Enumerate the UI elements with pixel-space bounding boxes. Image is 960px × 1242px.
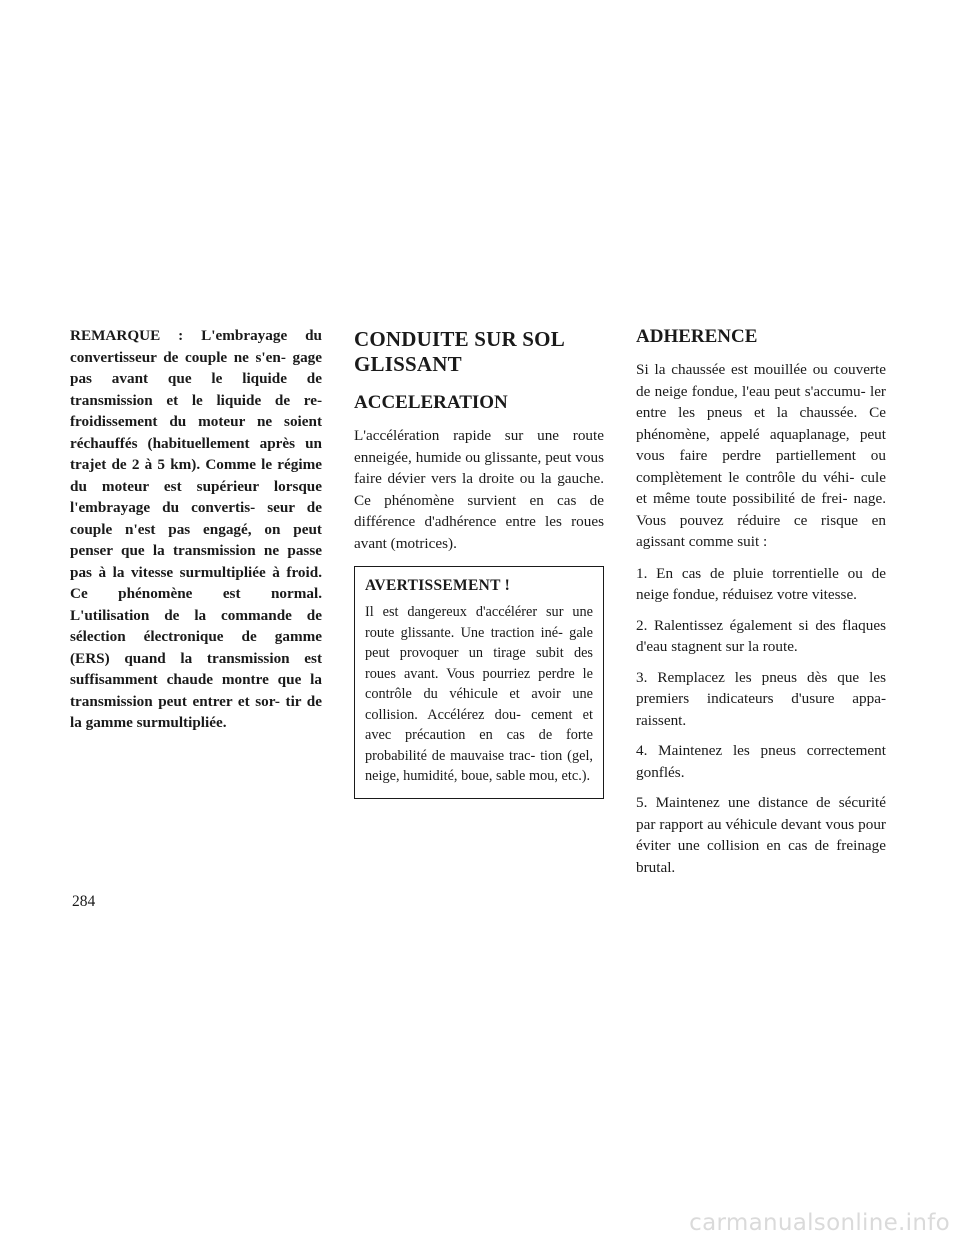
list-item: 5. Maintenez une distance de sécurité par rapport au véhicule devant vous pour éviter une collision en cas de freinage brutal.	[636, 794, 886, 876]
right-column	[636, 325, 886, 887]
warning-text: Il est dangereux d'accélérer sur une route glissante. Une traction iné- gale peut provoquer un tirage subit des roues avant. Vous pourriez perdre le contrôle du véhicule et avoir une collision. Accélérez dou- cement et avec précaution en cas de forte probabilité de mauvaise trac- tion (gel, neige, humidité, boue, sable mou, etc.).	[365, 604, 593, 784]
warning-box	[354, 566, 604, 799]
adherence-intro: Si la chaussée est mouillée ou couverte de neige fondue, l'eau peut s'accumu- ler entre les pneus et la chaussée. Ce phénomène, appelé aquaplanage, peut vous faire perdre partiellement ou complètement le contrôle du véhi- cule et même toute possibilité de frei- nage. Vous pouvez réduire ce risque en agissant comme suit :	[636, 361, 886, 550]
middle-column	[354, 325, 604, 799]
section-title: CONDUITE SUR SOL GLISSANT	[354, 327, 564, 376]
subsection-title-adherence: ADHERENCE	[636, 326, 758, 347]
list-item: 3. Remplacez les pneus dès que les premiers indicateurs d'usure appa- raissent.	[636, 668, 886, 729]
transmission-note: REMARQUE : L'embrayage du convertisseur de couple ne s'en- gage pas avant que le liquide de transmission et le liquide de re- froidissement du moteur ne soient réchauffés (habituellement après un trajet de 2 à 5 km). Comme le régime du moteur est supérieur lorsque l'embrayage du convertis- seur de couple n'est pas engagé, on peut penser que la transmission ne passe pas à la vitesse surmultipliée à froid. Ce phénomène est normal. L'utilisation de la commande de sélection électronique de gamme (ERS) quand la transmission est suffisamment chaude montre que la transmission peut entrer et sor- tir de la gamme surmultipliée.	[70, 327, 322, 731]
subsection-title-acceleration: ACCELERATION	[354, 392, 508, 413]
page-number: 284	[72, 893, 96, 910]
left-column	[70, 325, 322, 734]
acceleration-paragraph: L'accélération rapide sur une route enneigée, humide ou glissante, peut vous faire dévier vers la droite ou la gauche. Ce phénomène survient en cas de différence d'adhérence entre les roues avant (motrices).	[354, 427, 604, 552]
warning-title: AVERTISSEMENT !	[365, 577, 511, 594]
list-item: 1. En cas de pluie torrentielle ou de neige fondue, réduisez votre vitesse.	[636, 564, 886, 603]
watermark: carmanualsonline.info	[689, 1210, 950, 1236]
list-item: 2. Ralentissez également si des flaques d'eau stagnent sur la route.	[636, 616, 886, 655]
list-item: 4. Maintenez les pneus correctement gonflés.	[636, 742, 886, 781]
